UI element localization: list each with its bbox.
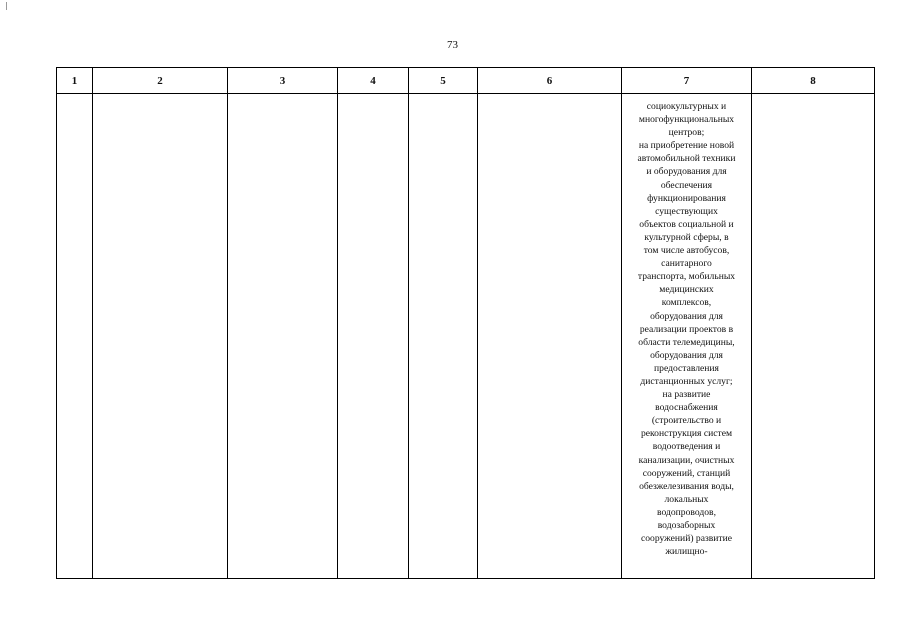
description-line: обеспечения <box>660 179 713 191</box>
cell-col-2 <box>93 94 228 579</box>
description-line: оборудования для <box>650 349 723 361</box>
description-line: комплексов, <box>661 297 712 309</box>
cell-col-4 <box>338 94 409 579</box>
data-table <box>56 67 875 579</box>
description-line: водозаборных <box>657 520 716 531</box>
description-line: жилищно- <box>665 546 708 558</box>
description-line: транспорта, мобильных <box>637 271 736 283</box>
cell-col-1 <box>57 94 93 579</box>
column-header-6: 6 <box>478 68 622 94</box>
description-line: (строительство и <box>651 415 722 427</box>
description-line: том числе автобусов, <box>643 245 730 257</box>
description-line: сооружений, станций <box>642 467 731 479</box>
description-line: объектов социальной и <box>639 218 734 230</box>
description-line: культурной сферы, в <box>644 231 729 243</box>
column-header-4: 4 <box>338 68 409 94</box>
description-line: на развитие <box>662 389 711 401</box>
column-header-2: 2 <box>93 68 228 94</box>
description-line: локальных <box>664 493 709 505</box>
cell-col-8 <box>752 94 875 579</box>
description-line: водоотведения и <box>652 441 721 453</box>
scan-edge-mark <box>6 2 7 10</box>
description-line: обезжелезивания воды, <box>639 480 734 492</box>
description-line: канализации, очистных <box>638 454 735 466</box>
column-header-3: 3 <box>228 68 338 94</box>
description-line: области телемедицины, <box>638 336 735 348</box>
page-number: 73 <box>447 39 458 51</box>
description-line: на приобретение новой <box>638 140 735 152</box>
column-header-5: 5 <box>409 68 478 94</box>
header-row <box>57 68 875 94</box>
description-line: дистанционных услуг; <box>640 375 733 387</box>
description-line: существующих <box>655 205 718 217</box>
description-line: центров; <box>668 127 705 139</box>
description-line: медицинских <box>659 284 714 296</box>
description-line: многофункциональных <box>638 114 735 126</box>
description-line: реконструкция систем <box>640 428 733 440</box>
description-line: автомобильной техники <box>637 153 736 165</box>
cell-col-6 <box>478 94 622 579</box>
description-line: социокультурных и <box>646 101 727 112</box>
description-line: санитарного <box>661 258 712 270</box>
description-line: водоснабжения <box>655 402 718 414</box>
cell-col-5 <box>409 94 478 579</box>
cell-col-7-description <box>622 94 752 579</box>
description-line: и оборудования для <box>646 166 727 178</box>
description-line: оборудования для <box>650 310 723 322</box>
description-line: водопроводов, <box>657 506 716 518</box>
table-row <box>57 94 875 579</box>
cell-col-3 <box>228 94 338 579</box>
description-line: функционирования <box>647 192 726 204</box>
description-line: предоставления <box>654 362 719 374</box>
column-header-7: 7 <box>622 68 752 94</box>
column-header-1: 1 <box>57 68 93 94</box>
description-line: сооружений) развитие <box>640 533 733 545</box>
description-line: реализации проектов в <box>639 323 734 335</box>
column-header-8: 8 <box>752 68 875 94</box>
